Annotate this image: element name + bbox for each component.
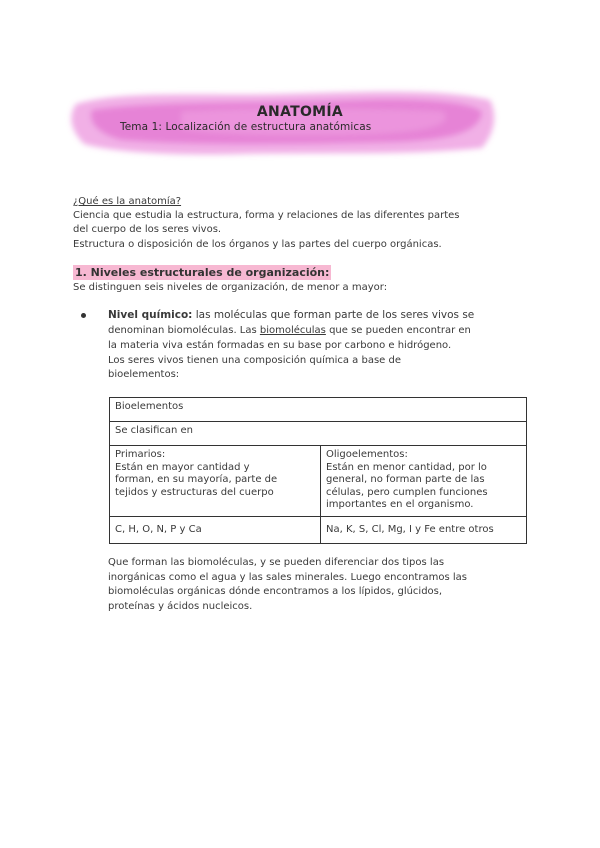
bullet-line-1 [108,308,474,322]
intro-line: del cuerpo de los seres vivos. [73,224,222,235]
cell-text: forman, en su mayoría, parte de [115,474,278,485]
cell-text: Están en mayor cantidad y [115,461,250,473]
bullet-line-2 [108,324,471,338]
cell-text: Oligoelementos: [326,449,408,460]
paragraph-line: Que forman las biomoléculas, y se pueden diferenciar dos tipos las [108,557,445,568]
cell-text: general, no forman parte de las [326,474,485,485]
bullet-line-4: Los seres vivos tienen una composición química a base de [108,355,401,366]
table-row [110,422,527,446]
bullet-text: denominan biomoléculas. Las [108,325,260,336]
paragraph-line: inorgánicas como el agua y las sales minerales. Luego encontramos las [108,572,467,583]
bullet-term: Nivel químico: [108,309,193,321]
anatomy-question-heading: ¿Qué es la anatomía? [73,196,182,207]
cell-text: Están en menor cantidad, por lo [326,461,487,473]
cell-text: tejidos y estructuras del cuerpo [115,486,274,498]
table-cell-oligoelementos [321,446,527,517]
bullet-text: que se pueden encontrar en [325,325,471,336]
section-intro: Se distinguen seis niveles de organización, de menor a mayor: [73,282,388,293]
table-cell-primary-examples: C, H, O, N, P y Ca [110,517,321,544]
bioelements-table [109,397,527,544]
table-subheader-cell: Se clasifican en [110,422,527,446]
table-row [110,517,527,544]
bullet-dot-icon [81,313,86,318]
table-cell-oligo-examples: Na, K, S, Cl, Mg, I y Fe entre otros [321,517,527,544]
paragraph-line: proteínas y ácidos nucleicos. [108,601,253,612]
underlined-term: biomoléculas [259,325,326,336]
intro-line: Estructura o disposición de los órganos y las partes del cuerpo orgánicas. [73,239,442,250]
cell-text: importantes en el organismo. [326,499,474,510]
section-heading: 1. Niveles estructurales de organización: [75,266,330,279]
table-row [110,446,527,517]
cell-text: Primarios: [115,449,166,460]
bullet-line-5: bioelementos: [108,369,180,380]
table-cell-primarios [110,446,321,517]
document-title: ANATOMÍA [256,104,344,120]
document-subtitle: Tema 1: Localización de estructura anatómicas [120,121,372,133]
table-row [110,398,527,422]
intro-line: Ciencia que estudia la estructura, forma y relaciones de las diferentes partes [73,210,460,221]
paragraph-line: biomoléculas orgánicas dónde encontramos a los lípidos, glúcidos, [108,586,443,597]
bullet-line-3: la materia viva están formadas en su base por carbono e hidrógeno. [108,340,452,351]
cell-text: células, pero cumplen funciones [326,486,488,498]
bullet-text: las moléculas que forman parte de los seres vivos se [192,309,475,321]
table-header-cell: Bioelementos [110,398,527,422]
